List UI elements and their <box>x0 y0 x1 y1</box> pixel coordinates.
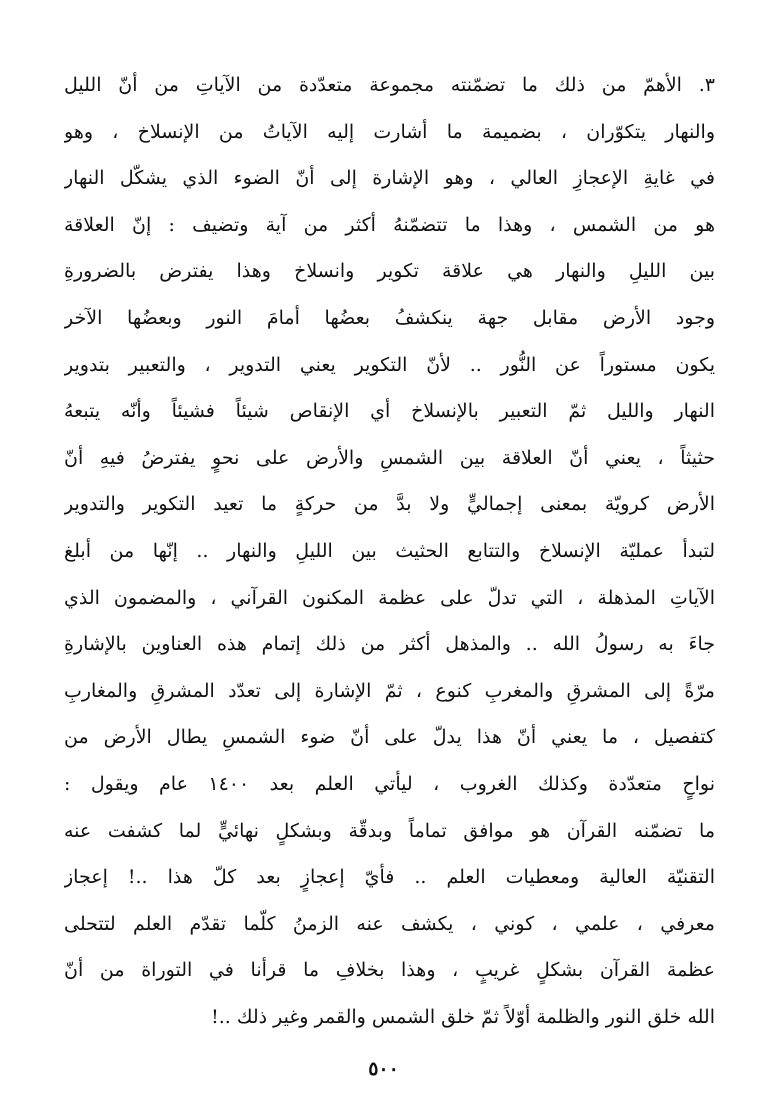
text-line: ما تضمّنه القرآن هو موافق تماماً وبدقّة وبشكلٍ نهائيٍّ لما كشفت عنه <box>64 819 715 842</box>
text-line: لتبدأ عمليّة الإنسلاخ والتتابع الحثيث بين الليلِ والنهار .. إنّها من أبلغ <box>64 539 715 562</box>
text-line: ٣. الأهمّ من ذلك ما تضمّنته مجموعة متعدّدة من الآياتِ من أنّ الليل <box>64 74 715 96</box>
text-line: كتفصيل ، ما يعني أنّ هذا يدلّ على أنّ ضوء الشمسِ يطال الأرض من <box>64 726 715 749</box>
text-line: النهار والليل ثمّ التعبير بالإنسلاخ أي الإنقاص شيئاً فشيئاً وأنّه يتبعهُ <box>64 400 715 423</box>
text-line: جاءَ به رسولُ الله .. والمذهل أكثر من ذلك إتمام هذه العناوين بالإشارةِ <box>64 633 715 656</box>
text-line: عظمة القرآن بشكلٍ غريبٍ ، وهذا بخلافِ ما قرأنا في التوراة من أنّ <box>64 959 715 982</box>
text-line: الآياتِ المذهلة ، التي تدلّ على عظمة المكنون القرآني ، والمضمون الذي <box>64 586 715 609</box>
text-line: مرّةً إلى المشرقِ والمغربِ كنوع ، ثمّ الإشارة إلى تعدّد المشرقِ والمغاربِ <box>64 679 715 702</box>
text-line: الأرض كرويّة بمعنى إجماليٍّ ولا بدَّ من حركةٍ ما تعيد التكوير والتدوير <box>64 493 715 516</box>
text-line: في غايةِ الإعجازِ العالي ، وهو الإشارة إلى أنّ الضوء الذي يشكّل النهار <box>64 167 715 190</box>
text-line: معرفي ، علمي ، كوني ، يكشف عنه الزمنُ كلّما تقدّم العلم لتتحلى <box>64 912 715 935</box>
text-line: بين الليلِ والنهار هي علاقة تكوير وانسلاخ وهذا يفترض بالضرورةِ <box>64 260 715 283</box>
text-line: التقنيّة العالية ومعطيات العلم .. فأيّ إعجازٍ بعد كلّ هذا ..! إعجاز <box>64 866 715 889</box>
text-line: يكون مستوراً عن النُّور .. لأنّ التكوير يعني التدوير ، والتعبير بتدوير <box>64 353 715 376</box>
text-line: نواحٍ متعدّدة وكذلك الغروب ، ليأتي العلم بعد ١٤٠٠ عام ويقول : <box>64 772 715 795</box>
text-line: حثيثاً ، يعني أنّ العلاقة بين الشمسِ والأرض على نحوٍ يفترضُ فيهِ أنّ <box>64 446 715 469</box>
text-line: وجود الأرض مقابل جهة ينكشفُ بعضُها أمامَ النور وبعضُها الآخر <box>64 306 715 329</box>
text-line: والنهار يتكوّران ، بضميمة ما أشارت إليه الآياتُ من الإنسلاخ ، وهو <box>64 120 715 143</box>
body-text <box>64 62 715 1040</box>
page-number: ٥٠٠ <box>368 1058 399 1080</box>
text-line: الله خلق النور والظلمة أوّلاً ثمّ خلق الشمس والقمر وغير ذلك ..! <box>211 1005 715 1028</box>
text-line: هو من الشمس ، وهذا ما تتضمّنهُ أكثر من آية وتضيف : إنّ العلاقة <box>64 213 715 236</box>
